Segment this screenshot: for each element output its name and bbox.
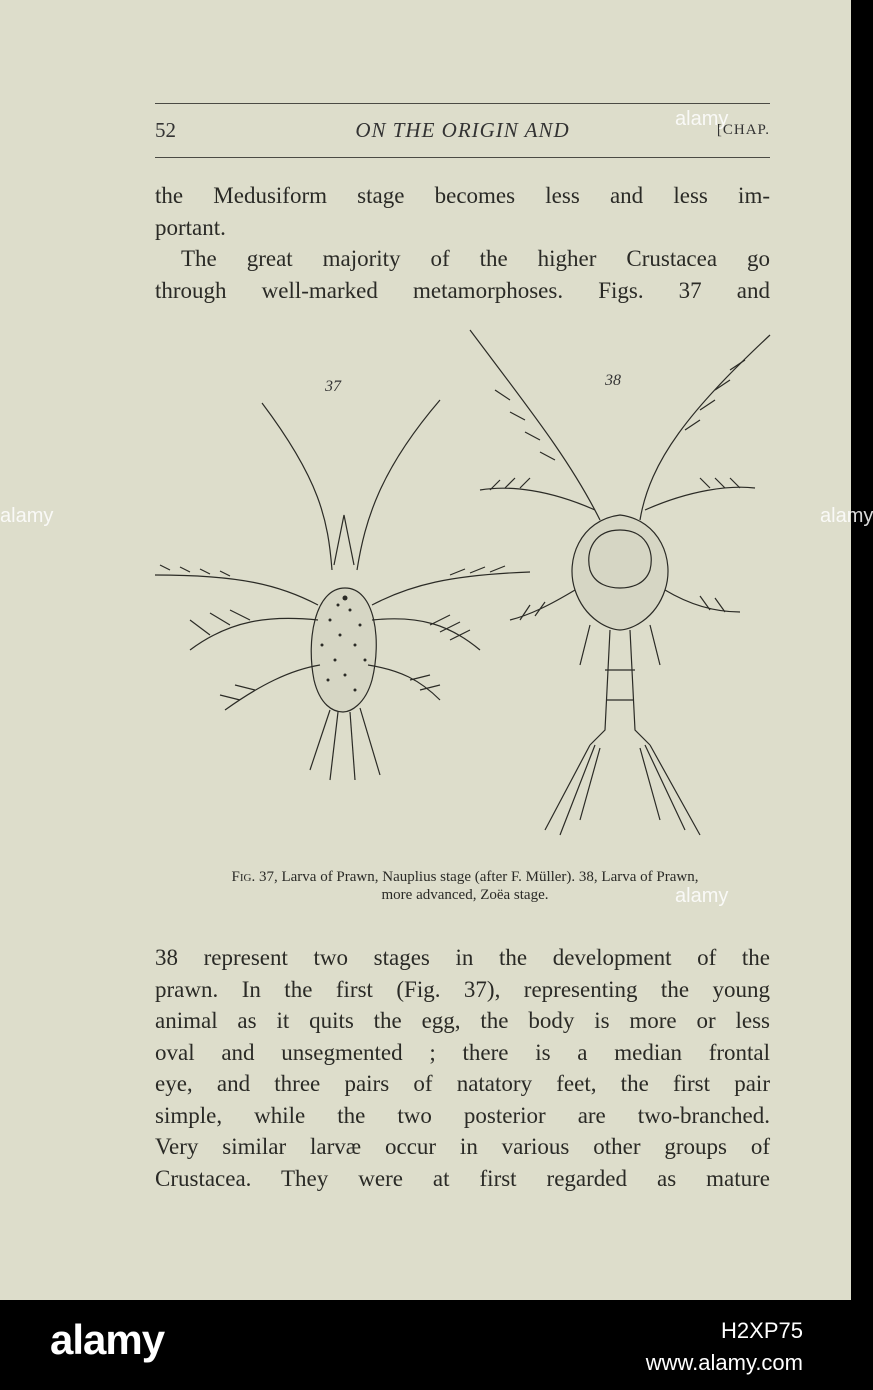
watermark-tile: alamy [675,885,729,907]
header-top-rule [155,103,770,104]
nauplius-larva-drawing [155,400,530,780]
text-line: The great majority of the higher Crustacea go [181,246,770,271]
text-line: animal as it quits the egg, the body is more or less [155,1008,770,1033]
figure-label-37: 37 [325,378,341,395]
text-line: oval and unsegmented ; there is a median frontal [155,1039,770,1065]
text-line: prawn. In the first (Fig. 37), representing the young [155,976,770,1002]
body-text-top [155,180,770,306]
watermark-tile: alamy [0,505,54,527]
stock-url: www.alamy.com [645,1350,803,1375]
running-title: ON THE ORIGIN AND [355,118,570,142]
zoea-larva-drawing [470,330,770,835]
caption-line-2: more advanced, Zoëa stage. [381,887,549,903]
header-bottom-rule [155,157,770,158]
caption-line-1-text: 37, Larva of Prawn, Nauplius stage (after F. Müller). 38, Larva of Prawn, [255,869,699,885]
watermark-tile: alamy [820,505,873,527]
text-line: Crustacea. They were at first regarded as mature [155,1165,770,1191]
caption-line-1 [150,868,780,886]
page-number: 52 [155,118,176,142]
watermark-tile: alamy [675,108,729,130]
figure-label-38: 38 [605,372,621,389]
larva-drawings [150,320,775,845]
text-line: portant. [155,214,226,240]
caption-fig-prefix: Fig. [231,869,256,885]
text-line: 38 represent two stages in the development of the [155,945,770,970]
larva-illustration [150,320,775,845]
chapter-mark: [CHAP. [716,122,770,138]
alamy-logo: alamy [50,1316,165,1363]
text-line: the Medusiform stage becomes less and less im- [155,183,770,208]
text-line: Very similar larvæ occur in various other groups of [155,1134,770,1159]
body-text-bottom [155,942,770,1194]
image-id: H2XP75 [721,1318,803,1343]
text-line: eye, and three pairs of natatory feet, the first pair [155,1071,770,1096]
text-line: through well-marked metamorphoses. Figs. 37 and [155,277,770,303]
text-line: simple, while the two posterior are two-branched. [155,1102,770,1128]
